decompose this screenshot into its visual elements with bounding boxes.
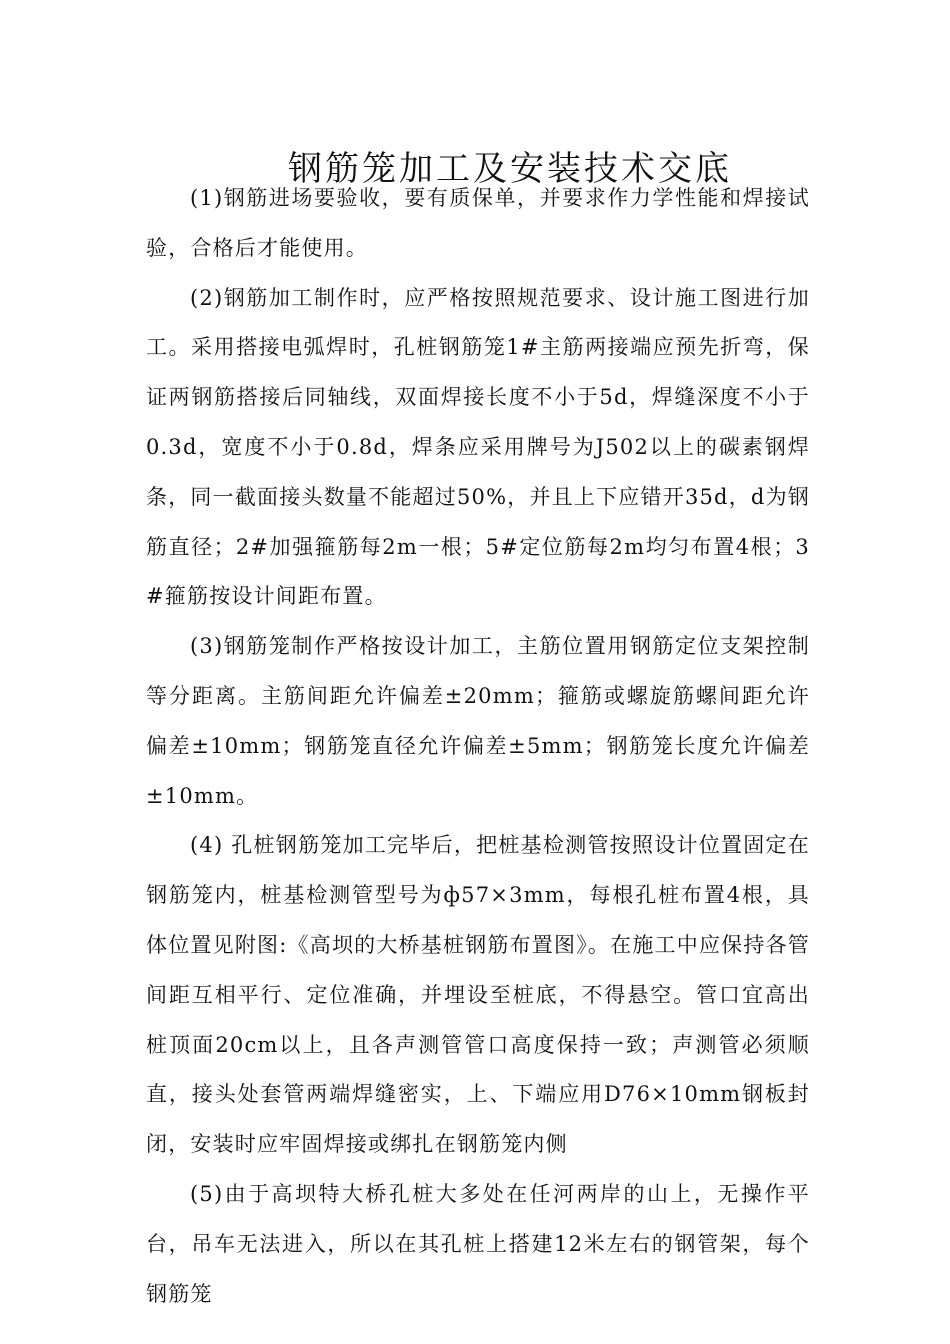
document-body — [146, 174, 810, 1319]
paragraph-2: (2)钢筋加工制作时，应严格按照规范要求、设计施工图进行加工。采用搭接电弧焊时，孔桩钢筋笼1#主筋两接端应预先折弯，保证两钢筋搭接后同轴线，双面焊接长度不小于5d，焊缝深度不小于0.3d，宽度不小于0.8d，焊条应采用牌号为J502以上的碳素钢焊条，同一截面接头数量不能超过50%，并且上下应错开35d，d为钢筋直径；2#加强箍筋每2m一根；5#定位筋每2m均匀布置4根；3#箍筋按设计间距布置。 — [146, 285, 810, 609]
paragraph-1: (1)钢筋进场要验收，要有质保单，并要求作力学性能和焊接试验，合格后才能使用。 — [146, 186, 810, 260]
paragraph-4: (4) 孔桩钢筋笼加工完毕后，把桩基检测管按照设计位置固定在钢筋笼内，桩基检测管型号为ф57×3mm，每根孔桩布置4根，具体位置见附图:《高坝的大桥基桩钢筋布置图》。在施工中应保持各管间距互相平行、定位准确，并埋设至桩底，不得悬空。管口宜高出桩顶面20cm以上，且各声测管管口高度保持一致；声测管必须顺直，接头处套管两端焊缝密实，上、下端应用D76×10mm钢板封闭，安装时应牢固焊接或绑扎在钢筋笼内侧 — [146, 833, 810, 1157]
paragraph-5: (5)由于高坝特大桥孔桩大多处在任河两岸的山上，无操作平台，吊车无法进入，所以在其孔桩上搭建12米左右的钢管架，每个钢筋笼 — [146, 1181, 810, 1306]
paragraph-3: (3)钢筋笼制作严格按设计加工，主筋位置用钢筋定位支架控制等分距离。主筋间距允许偏差±20mm；箍筋或螺旋筋螺间距允许偏差±10mm；钢筋笼直径允许偏差±5mm；钢筋笼长度允许偏差±10mm。 — [146, 634, 810, 808]
document-title: 钢筋笼加工及安装技术交底 — [288, 148, 732, 189]
